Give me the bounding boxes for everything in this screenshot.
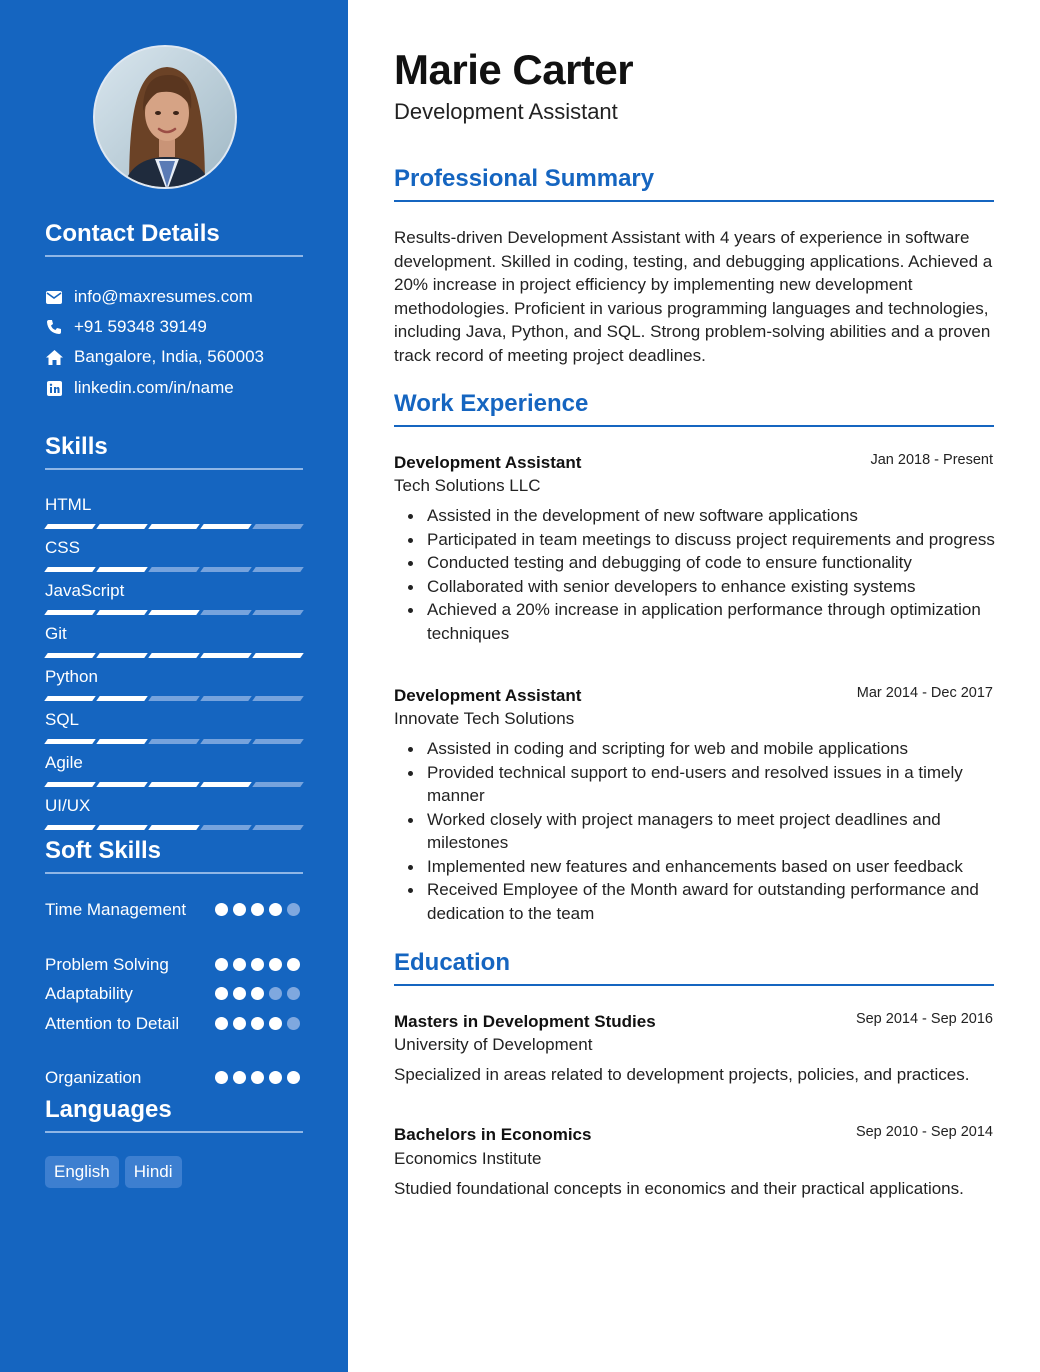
job-bullets [427, 504, 997, 645]
skill-level-segment [200, 696, 252, 701]
rating-dot [269, 1017, 282, 1030]
list-item: Received Employee of the Month award for outstanding performance and dedication to the team [427, 878, 997, 925]
skill-name: CSS [45, 538, 80, 557]
skill-level-segment [96, 610, 148, 615]
skill-level-bar [46, 739, 302, 744]
language-tag: Hindi [125, 1156, 182, 1188]
degree-title: Bachelors in Economics [394, 1125, 592, 1144]
list-item: Assisted in the development of new software applications [427, 504, 997, 528]
list-item: Collaborated with senior developers to enhance existing systems [427, 575, 997, 599]
list-item: Assisted in coding and scripting for web and mobile applications [427, 737, 997, 761]
contact-heading: Contact Details [45, 220, 303, 257]
rating-dot [251, 1017, 264, 1030]
skill-name: Git [45, 624, 67, 643]
job-dates: Mar 2014 - Dec 2017 [856, 685, 993, 701]
skill-level-segment [252, 567, 304, 572]
skill-name: Agile [45, 753, 83, 772]
skill-level-bar [46, 610, 302, 615]
skill-name: Python [45, 667, 98, 686]
email-text: info@maxresumes.com [74, 287, 253, 306]
rating-dot [233, 958, 246, 971]
soft-skills-heading: Soft Skills [45, 837, 303, 874]
rating-dot [233, 1017, 246, 1030]
skill-level-bar [46, 782, 302, 787]
skill-level-segment [252, 610, 304, 615]
skill-level-segment [148, 739, 200, 744]
contact-linkedin[interactable] [45, 376, 234, 400]
rating-dot [269, 987, 282, 1000]
list-item: Implemented new features and enhancements based on user feedback [427, 855, 997, 879]
rating-dot [215, 1017, 228, 1030]
rating-dot [269, 958, 282, 971]
contact-phone[interactable] [45, 315, 207, 339]
list-item: Worked closely with project managers to meet project deadlines and milestones [427, 808, 997, 855]
list-item: Provided technical support to end-users and resolved issues in a timely manner [427, 761, 997, 808]
skill-level-segment [148, 524, 200, 529]
skill-level-segment [96, 696, 148, 701]
skill-level-bar [46, 524, 302, 529]
degree-description: Studied foundational concepts in economics and their practical applications. [394, 1179, 964, 1198]
soft-skill-rating [215, 1071, 300, 1084]
candidate-name: Marie Carter [394, 46, 634, 93]
job-company: Tech Solutions LLC [394, 476, 541, 495]
summary-text: Results-driven Development Assistant with 4 years of experience in software development. Skilled in coding, testing, and debugging applications. Achieved a 20% increase in project efficiency by implementing new development methodologies. Proficient in various programming languages and technologies, including Java, Python, and SQL. Strong problem-solving abilities and a proven track record of meeting project deadlines. [394, 228, 993, 365]
skill-level-segment [96, 782, 148, 787]
linkedin-icon [45, 379, 63, 397]
soft-skill-rating [215, 1017, 300, 1030]
skill-level-segment [252, 696, 304, 701]
skill-level-segment [96, 739, 148, 744]
soft-skill-rating [215, 987, 300, 1000]
degree-school: University of Development [394, 1035, 593, 1054]
skill-level-segment [96, 653, 148, 658]
rating-dot [233, 987, 246, 1000]
skill-level-bar [46, 825, 302, 830]
skill-level-segment [96, 567, 148, 572]
linkedin-text: linkedin.com/in/name [74, 378, 234, 397]
rating-dot [251, 903, 264, 916]
sidebar [0, 0, 348, 1372]
skill-level-segment [200, 524, 252, 529]
rating-dot [233, 1071, 246, 1084]
job-bullets [427, 737, 997, 925]
avatar-illustration [95, 47, 237, 189]
soft-skill-rating [215, 903, 300, 916]
skill-level-segment [252, 653, 304, 658]
skill-level-segment [148, 782, 200, 787]
skill-level-segment [148, 825, 200, 830]
skill-level-segment [252, 825, 304, 830]
phone-text: +91 59348 39149 [74, 317, 207, 336]
candidate-title: Development Assistant [394, 99, 618, 124]
address-text: Bangalore, India, 560003 [74, 347, 264, 366]
skill-level-segment [96, 524, 148, 529]
rating-dot [287, 903, 300, 916]
soft-skill-name: Adaptability [45, 984, 133, 1003]
skill-level-bar [46, 653, 302, 658]
rating-dot [269, 903, 282, 916]
skill-level-segment [200, 567, 252, 572]
job-company: Innovate Tech Solutions [394, 709, 575, 728]
rating-dot [251, 958, 264, 971]
skill-level-segment [148, 567, 200, 572]
skill-level-segment [44, 782, 96, 787]
skill-level-segment [44, 696, 96, 701]
skill-level-segment [148, 696, 200, 701]
education-heading: Education [394, 949, 994, 986]
degree-title: Masters in Development Studies [394, 1012, 656, 1031]
skill-level-segment [44, 524, 96, 529]
contact-address [45, 345, 264, 369]
job-dates: Jan 2018 - Present [870, 452, 993, 468]
degree-description: Specialized in areas related to development projects, policies, and practices. [394, 1065, 970, 1084]
skill-level-segment [200, 825, 252, 830]
language-tag: English [45, 1156, 119, 1188]
languages-list [45, 1156, 182, 1188]
skill-level-segment [96, 825, 148, 830]
rating-dot [251, 987, 264, 1000]
skills-heading: Skills [45, 433, 303, 470]
skill-level-segment [252, 739, 304, 744]
rating-dot [215, 1071, 228, 1084]
degree-dates: Sep 2014 - Sep 2016 [855, 1011, 993, 1027]
skill-level-segment [44, 610, 96, 615]
rating-dot [215, 903, 228, 916]
experience-heading: Work Experience [394, 390, 994, 427]
skill-level-segment [44, 825, 96, 830]
contact-email[interactable] [45, 285, 253, 309]
skill-name: HTML [45, 495, 92, 514]
job-title: Development Assistant [394, 453, 582, 472]
skill-level-segment [200, 653, 252, 658]
rating-dot [251, 1071, 264, 1084]
job-title: Development Assistant [394, 686, 582, 705]
skill-level-segment [252, 524, 304, 529]
rating-dot [287, 1017, 300, 1030]
rating-dot [287, 987, 300, 1000]
skill-level-segment [252, 782, 304, 787]
skill-level-segment [44, 653, 96, 658]
list-item: Participated in team meetings to discuss project requirements and progress [427, 528, 997, 552]
degree-dates: Sep 2010 - Sep 2014 [855, 1124, 993, 1140]
degree-school: Economics Institute [394, 1149, 542, 1168]
skill-name: SQL [45, 710, 80, 729]
rating-dot [287, 958, 300, 971]
skill-level-segment [148, 610, 200, 615]
skill-name: JavaScript [45, 581, 125, 600]
rating-dot [233, 903, 246, 916]
skill-name: UI/UX [45, 796, 91, 815]
skill-level-bar [46, 696, 302, 701]
list-item: Achieved a 20% increase in application performance through optimization techniques [427, 598, 997, 645]
skill-level-segment [200, 782, 252, 787]
envelope-icon [45, 288, 63, 306]
skill-level-segment [200, 610, 252, 615]
skill-level-segment [200, 739, 252, 744]
rating-dot [215, 958, 228, 971]
skill-level-segment [44, 567, 96, 572]
skill-level-segment [148, 653, 200, 658]
phone-icon [45, 318, 63, 336]
soft-skill-rating [215, 958, 300, 971]
soft-skill-name: Attention to Detail [45, 1014, 180, 1033]
soft-skill-name: Organization [45, 1068, 142, 1087]
list-item: Conducted testing and debugging of code to ensure functionality [427, 551, 997, 575]
soft-skill-name: Time Management [45, 900, 187, 919]
summary-heading: Professional Summary [394, 165, 994, 202]
home-icon [45, 348, 63, 366]
avatar [93, 45, 237, 189]
rating-dot [215, 987, 228, 1000]
skill-level-bar [46, 567, 302, 572]
skill-level-segment [44, 739, 96, 744]
soft-skill-name: Problem Solving [45, 955, 169, 974]
rating-dot [269, 1071, 282, 1084]
rating-dot [287, 1071, 300, 1084]
languages-heading: Languages [45, 1096, 303, 1133]
